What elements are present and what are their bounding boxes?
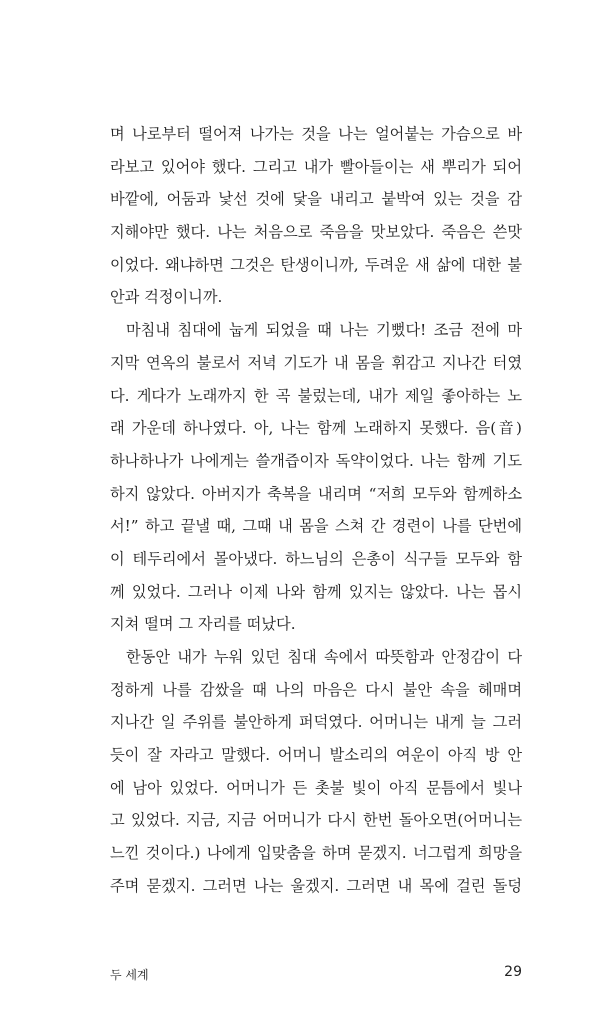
page-body-text (110, 118, 522, 903)
text-line: 이 테두리에서 몰아냈다. 하느님의 은총이 식구들 모두와 함 (110, 549, 522, 568)
text-line: 지나간 일 주위를 불안하게 퍼덕였다. 어머니는 내게 늘 그러 (110, 713, 522, 732)
text-line: 느낀 것이다.) 나에게 입맞춤을 하며 묻겠지. 너그럽게 희망을 (110, 844, 522, 863)
text-line: 고 있었다. 지금, 지금 어머니가 다시 한번 돌아오면(어머니는 (110, 811, 522, 830)
text-line: 라보고 있어야 했다. 그리고 내가 빨아들이는 새 뿌리가 되어 (110, 157, 522, 176)
text-line: 안과 걱정이니까. (110, 288, 223, 307)
running-footer-title: 두 세계 (110, 968, 149, 982)
text-line: 래 가운데 하나였다. 아, 나는 함께 노래하지 못했다. 음(音) (110, 419, 522, 438)
text-line: 하나하나가 나에게는 쓸개즙이자 독약이었다. 나는 함께 기도 (110, 451, 522, 470)
text-line: 주며 묻겠지. 그러면 나는 울겠지. 그러면 내 목에 걸린 돌덩 (110, 876, 522, 895)
text-line: 지쳐 떨며 그 자리를 떠났다. (110, 615, 296, 634)
text-line: 지막 연옥의 불로서 저녁 기도가 내 몸을 휘감고 지나간 터였 (110, 353, 522, 372)
page-number: 29 (504, 964, 522, 980)
text-line: 께 있었다. 그러나 이제 나와 함께 있지는 않았다. 나는 몹시 (110, 582, 522, 601)
text-line: 바깥에, 어둠과 낯선 것에 닻을 내리고 붙박여 있는 것을 감 (110, 190, 522, 209)
text-line: 하지 않았다. 아버지가 축복을 내리며 “저희 모두와 함께하소 (110, 484, 522, 503)
text-line: 서!” 하고 끝낼 때, 그때 내 몸을 스쳐 간 경련이 나를 단번에 (110, 517, 522, 536)
text-line: 며 나로부터 떨어져 나가는 것을 나는 얼어붙는 가슴으로 바 (110, 125, 522, 143)
text-line: 지해야만 했다. 나는 처음으로 죽음을 맛보았다. 죽음은 쓴맛 (110, 223, 522, 242)
text-line: 다. 게다가 노래까지 한 곡 불렀는데, 내가 제일 좋아하는 노 (110, 386, 522, 405)
text-line: 듯이 잘 자라고 말했다. 어머니 발소리의 여운이 아직 방 안 (110, 746, 522, 765)
text-line: 마침내 침대에 눕게 되었을 때 나는 기뻤다! 조금 전에 마 (126, 321, 522, 340)
text-line: 이었다. 왜냐하면 그것은 탄생이니까, 두려운 새 삶에 대한 불 (110, 255, 522, 274)
text-line: 한동안 내가 누워 있던 침대 속에서 따뜻함과 안정감이 다 (126, 648, 522, 666)
text-line: 정하게 나를 감쌌을 때 나의 마음은 다시 불안 속을 헤매며 (110, 680, 522, 699)
text-line: 에 남아 있었다. 어머니가 든 촛불 빛이 아직 문틈에서 빛나 (110, 778, 522, 797)
